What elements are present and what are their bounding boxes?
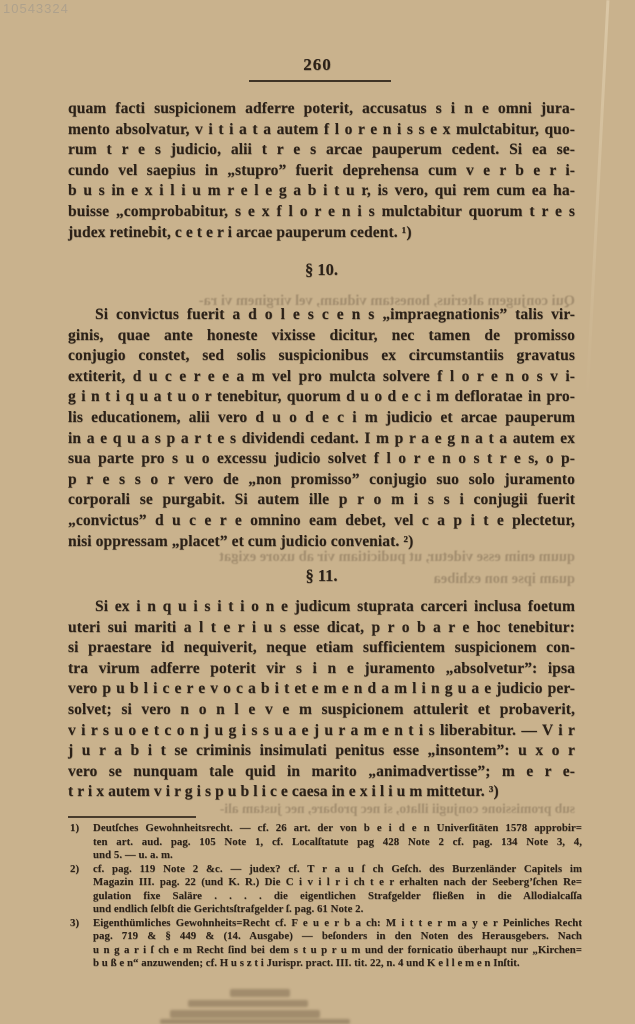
text-line: pag. 719 & § 449 & (14. Ausgabe) — beſonders in den Noten des Herausgebers. Nach (93, 930, 582, 942)
text-line: vero p u b l i c e r e v o c a b i t et e m e n d a m l i n g u a e judicio per- (68, 680, 575, 698)
text-line: b u s in e x i l i u m r e l e g a b i t u r, is vero, qui rem cum ea ha- (68, 182, 575, 200)
bleedthrough-text: quam ipse non exhibea (433, 571, 575, 587)
text-line: Si ex i n q u i s i t i o n e judicum stuprata carceri inclusa foetum (95, 598, 575, 615)
text-line: „convictus” d u c e r e omnino eam debet, vel c a p i t e plectetur, (68, 511, 575, 529)
text-line: und endlich ſelbſt die Gerichtsſtrafgelder ſ. pag. 61 Note 2. (93, 903, 364, 915)
text-line: b u ß e n“ anzuwenden; cf. H u s z t i Jurispr. pract. III. tit. 22, n. 4 und K e l l e m e n Inſtit. (93, 957, 520, 969)
text-line: solvet; si vero n o n l e v e m suspicionem attulerit et probaverit, (68, 700, 575, 718)
text-line: conjugio constet, sed solis suspicionibus ex circumstantiis gravatus (68, 347, 575, 365)
page-number: 260 (303, 55, 332, 74)
bleedthrough-text: sub promissione conjugii illato, si nec probare, nec justam ali- (219, 801, 575, 816)
footnote-separator-rule (68, 816, 196, 818)
footnote-3 (70, 917, 582, 971)
footnotes-block (70, 822, 582, 971)
text-line: u n g a r i ſ ch e m Recht ſind bei dem s t u p r u m und der fornicatio überhaupt nur „Kirchen= (93, 943, 582, 956)
text-line: und 5. — u. a. m. (93, 849, 173, 861)
text-line: lis educationem, alii vero d u o d e c i m judicio et arcae pauperum (68, 408, 575, 426)
text-line: p r e s s o r vero de „non promisso” conjugio suo solo juramento (68, 470, 575, 488)
text-line: Eigenthümliches Gewohnheits=Recht cf. F e u e r b a ch: M i t t e r m a y e r Peinliches Recht (93, 916, 582, 929)
page-number-rule (249, 80, 391, 82)
text-line: cf. pag. 119 Note 2 &c. — judex? cf. T r a u ſ ch Geſch. des Burzenländer Capitels im (93, 862, 582, 875)
paragraph-continuation (68, 99, 575, 243)
bleedthrough-text: quum enim esse videtur, ut pudicitiam vir ab uxore exigat (219, 549, 575, 565)
footnote-2-label: 2) (70, 862, 80, 875)
bleedthrough-smudge (160, 1019, 350, 1024)
footnote-1-label: 1) (70, 822, 80, 834)
text-line: g i n t i q u a t u o r tenebitur, quorum d u o d e c i m defloratae in pro- (68, 388, 575, 406)
text-line: judex retinebit, c e t e r i arcae pauperum cedent. ¹) (68, 223, 412, 241)
bleedthrough-smudge (170, 1010, 320, 1018)
text-line: mento absolvatur, v i t i a t a autem f l o r e n i s s e x mulctabitur, quo- (68, 120, 575, 138)
text-line: Magazin III. pag. 22 (und K. R.) Die C i v i l r i ch t e r erhalten nach der Seeberg’ſchen Re= (93, 876, 582, 888)
bleedthrough-smudge (188, 1000, 308, 1007)
text-line: in a e q u a s p a r t e s dividendi cedant. I m p r a e g n a t a autem ex (68, 429, 575, 447)
text-line: Si convictus fuerit a d o l e s c e n s „impraegnationis” talis vir- (95, 306, 575, 323)
text-line: corporali se purgabit. Si autem ille p r o m i s s i conjugii fuerit (68, 491, 575, 509)
text-line: gulation fixe Saläre . . . . die eigentlichen Strafgelder fließen in die Allodialcaſſa (93, 889, 582, 902)
text-line: j u r a b i t se criminis insimulati penitus esse „insontem”: u x o r (68, 742, 575, 760)
footnote-2-text (93, 863, 582, 917)
text-line: buisse „comprobabitur, s e x f l o r e n i s mulctabitur quorum t r e s (68, 202, 575, 220)
text-line: uteri sui mariti a l t e r i u s esse dicat, p r o b a r e hoc tenebitur: (68, 618, 575, 636)
footnote-3-label: 3) (70, 916, 80, 929)
text-line: ten art. aud. pag. 105 Note 1, cf. Localſtatute pag 428 Note 2 cf. pag. 134 Note 3, 4, (93, 835, 582, 848)
text-line: sua parte pro s u o excessu judicio solvet f l o r e n o s t r e s, o p- (68, 450, 575, 468)
footnote-1 (70, 822, 582, 863)
text-line: rum t r e s judicio, alii t r e s arcae pauperum cedent. Si ea se- (68, 141, 575, 159)
text-line: tra virum adferre poterit vir s i n e juramento „absolvetur”: ipsa (68, 659, 575, 677)
text-line: Deutſches Gewohnheitsrecht. — cf. 26 art. der von b e i d e n Univerſitäten 1578 approbir= (93, 822, 582, 834)
paragraph-section-10 (68, 305, 575, 552)
text-line: t r i x autem v i r g i s p u b l i c e caesa in e x i l i u m mittetur. ³) (68, 783, 499, 801)
text-line: quam facti suspicionem adferre poterit, accusatus s i n e omni jura- (68, 100, 575, 117)
scan-watermark-number: 10543324 (3, 1, 69, 16)
paragraph-section-11 (68, 597, 575, 803)
bleedthrough-smudge (230, 989, 290, 997)
bleedthrough-text: Qui conjugem alterius, honestam viduam, vel virginem vi ra- (198, 293, 575, 309)
text-line: extiterit, d u c e r e e a m vel pro mulcta solvere f l o r e n o s v i- (68, 367, 575, 385)
footnote-3-text (93, 917, 582, 971)
section-heading-11: § 11. (305, 566, 338, 585)
text-line: v i r s u o e t c o n j u g i s s u a e j u r a m e n t i s liberabitur. — V i r (68, 721, 575, 739)
footnote-1-text (93, 822, 582, 863)
text-line: cundo vel saepius in „stupro” fuerit deprehensa cum v e r b e r i- (68, 161, 575, 179)
text-line: si praestare id nequiverit, neque etiam sufficientem suspicionem con- (68, 639, 575, 657)
text-line: vero se nunquam tale quid in marito „animadvertisse”; m e r e- (68, 762, 575, 780)
text-line: nisi oppressam „placet” et cum judicio conveniat. ²) (68, 532, 414, 550)
text-line: ginis, quae ante honeste vixisse dicitur, nec tamen de promisso (68, 326, 575, 344)
footnote-2 (70, 863, 582, 917)
section-heading-10: § 10. (305, 260, 338, 279)
